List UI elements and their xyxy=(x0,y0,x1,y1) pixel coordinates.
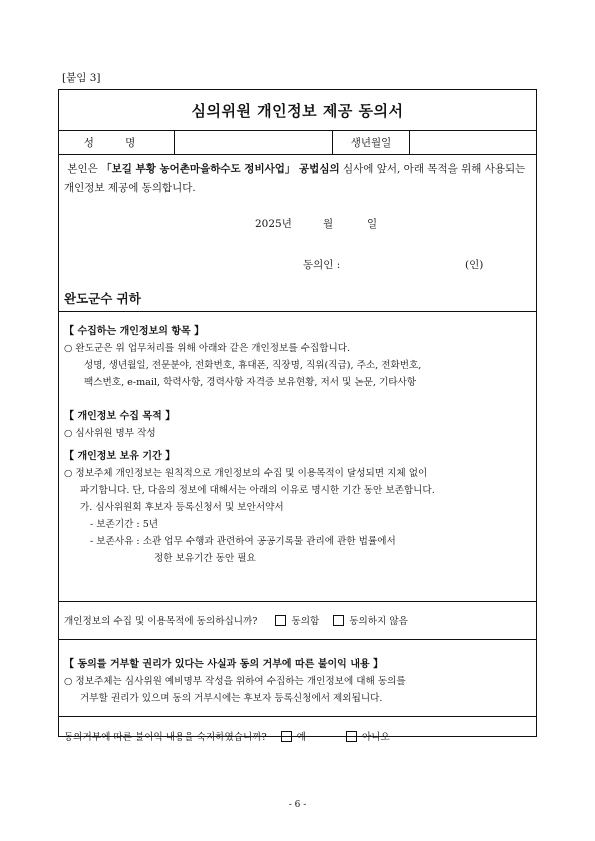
collected-items-heading: 【 수집하는 개인정보의 항목 】 xyxy=(64,326,205,337)
refusal-section xyxy=(64,656,531,707)
attachment-label: [붙임 3] xyxy=(62,72,101,84)
retention-period: - 보존기간 : 5년 xyxy=(90,519,159,530)
yes-option[interactable] xyxy=(281,729,306,743)
name-label: 성 명 xyxy=(59,130,175,154)
no-option[interactable] xyxy=(346,729,390,743)
purpose-heading: 【 개인정보 수집 목적 】 xyxy=(64,411,176,422)
collected-items-section xyxy=(64,323,531,391)
retention-section xyxy=(64,448,531,567)
consent-statement xyxy=(64,160,531,198)
retention-sub-item: 가. 심사위원회 후보자 등록신청서 및 보안서약서 xyxy=(80,502,284,513)
refusal-text: ○ 정보주체는 심사위원 예비명부 작성을 위하여 수집하는 개인정보에 대해 동의를 xyxy=(64,676,406,687)
no-checkbox[interactable] xyxy=(346,731,357,742)
disagree-label: 동의하지 않음 xyxy=(349,616,408,627)
name-field[interactable] xyxy=(175,130,333,154)
agree-checkbox[interactable] xyxy=(275,615,286,626)
disagree-checkbox[interactable] xyxy=(333,615,344,626)
retention-text: ○ 정보주체 개인정보는 원칙적으로 개인정보의 수집 및 이용목적이 달성되면 지체 없이 xyxy=(64,468,428,479)
consent-question: 개인정보의 수집 및 이용목적에 동의하십니까? xyxy=(64,616,258,627)
divider xyxy=(59,716,536,717)
consent-form xyxy=(58,89,537,743)
project-name: 「보길 부황 농어촌마을하수도 정비사업」 공법심의 xyxy=(101,163,340,175)
yes-checkbox[interactable] xyxy=(281,731,292,742)
divider xyxy=(59,311,536,312)
purpose-text: ○ 심사위원 명부 작성 xyxy=(64,428,156,439)
refusal-heading: 【 동의를 거부할 권리가 있다는 사실과 동의 거부에 따른 불이익 내용 】 xyxy=(64,659,384,670)
no-label: 아니오 xyxy=(361,732,390,743)
purpose-section xyxy=(64,408,531,442)
retention-reason: - 보존사유 : 소관 업무 수행과 관련하여 공공기록물 관리에 관한 법률에서 xyxy=(90,536,396,547)
refusal-text: 거부할 권리가 있으며 동의 거부시에는 후보자 등록신청에서 제외됩니다. xyxy=(80,693,383,704)
collected-items-list: 팩스번호, e-mail, 학력사항, 경력사항 자격증 보유현황, 저서 및 논문, 기타사항 xyxy=(84,377,417,388)
retention-text: 파기합니다. 단, 다음의 정보에 대해서는 아래의 이유로 명시한 기간 동안 보존합니다. xyxy=(80,485,435,496)
collected-items-list: 성명, 생년월일, 전문분야, 전화번호, 휴대폰, 직장명, 직위(직급), 주소, 전화번호, xyxy=(84,360,422,371)
birthdate-label: 생년월일 xyxy=(333,130,410,154)
agree-option[interactable] xyxy=(275,613,319,627)
retention-reason: 정한 보유기간 동안 필요 xyxy=(154,553,256,564)
disagree-option[interactable] xyxy=(333,613,408,627)
collected-items-intro: ○ 완도군은 위 업무처리를 위해 아래와 같은 개인정보를 수집합니다. xyxy=(64,343,351,354)
consent-suffix: 심사에 앞서, 아래 목적을 위해 사용되는 개인정보 제공에 동의합니다. xyxy=(64,163,526,194)
addressee: 완도군수 귀하 xyxy=(64,291,141,306)
page-number: - 6 - xyxy=(288,800,307,810)
acknowledge-question-row xyxy=(64,725,531,747)
retention-heading: 【 개인정보 보유 기간 】 xyxy=(64,451,176,462)
agree-label: 동의함 xyxy=(291,616,320,627)
signer-label: 동의인 : xyxy=(303,259,341,271)
date-day: 일 xyxy=(367,218,378,230)
consent-prefix: 본인은 xyxy=(67,163,102,175)
yes-label: 예 xyxy=(296,732,306,743)
birthdate-field[interactable] xyxy=(410,130,536,154)
consent-question-row xyxy=(64,609,531,631)
date-year: 2025년 xyxy=(255,218,292,230)
date-month: 월 xyxy=(323,218,334,230)
divider xyxy=(59,639,536,640)
divider xyxy=(59,601,536,602)
form-title: 심의위원 개인정보 제공 동의서 xyxy=(59,90,536,131)
seal-mark: (인) xyxy=(465,259,484,271)
acknowledge-question: 동의거부에 따른 불이익 내용을 숙지하였습니까? xyxy=(64,732,267,743)
personal-info-row xyxy=(59,130,536,155)
